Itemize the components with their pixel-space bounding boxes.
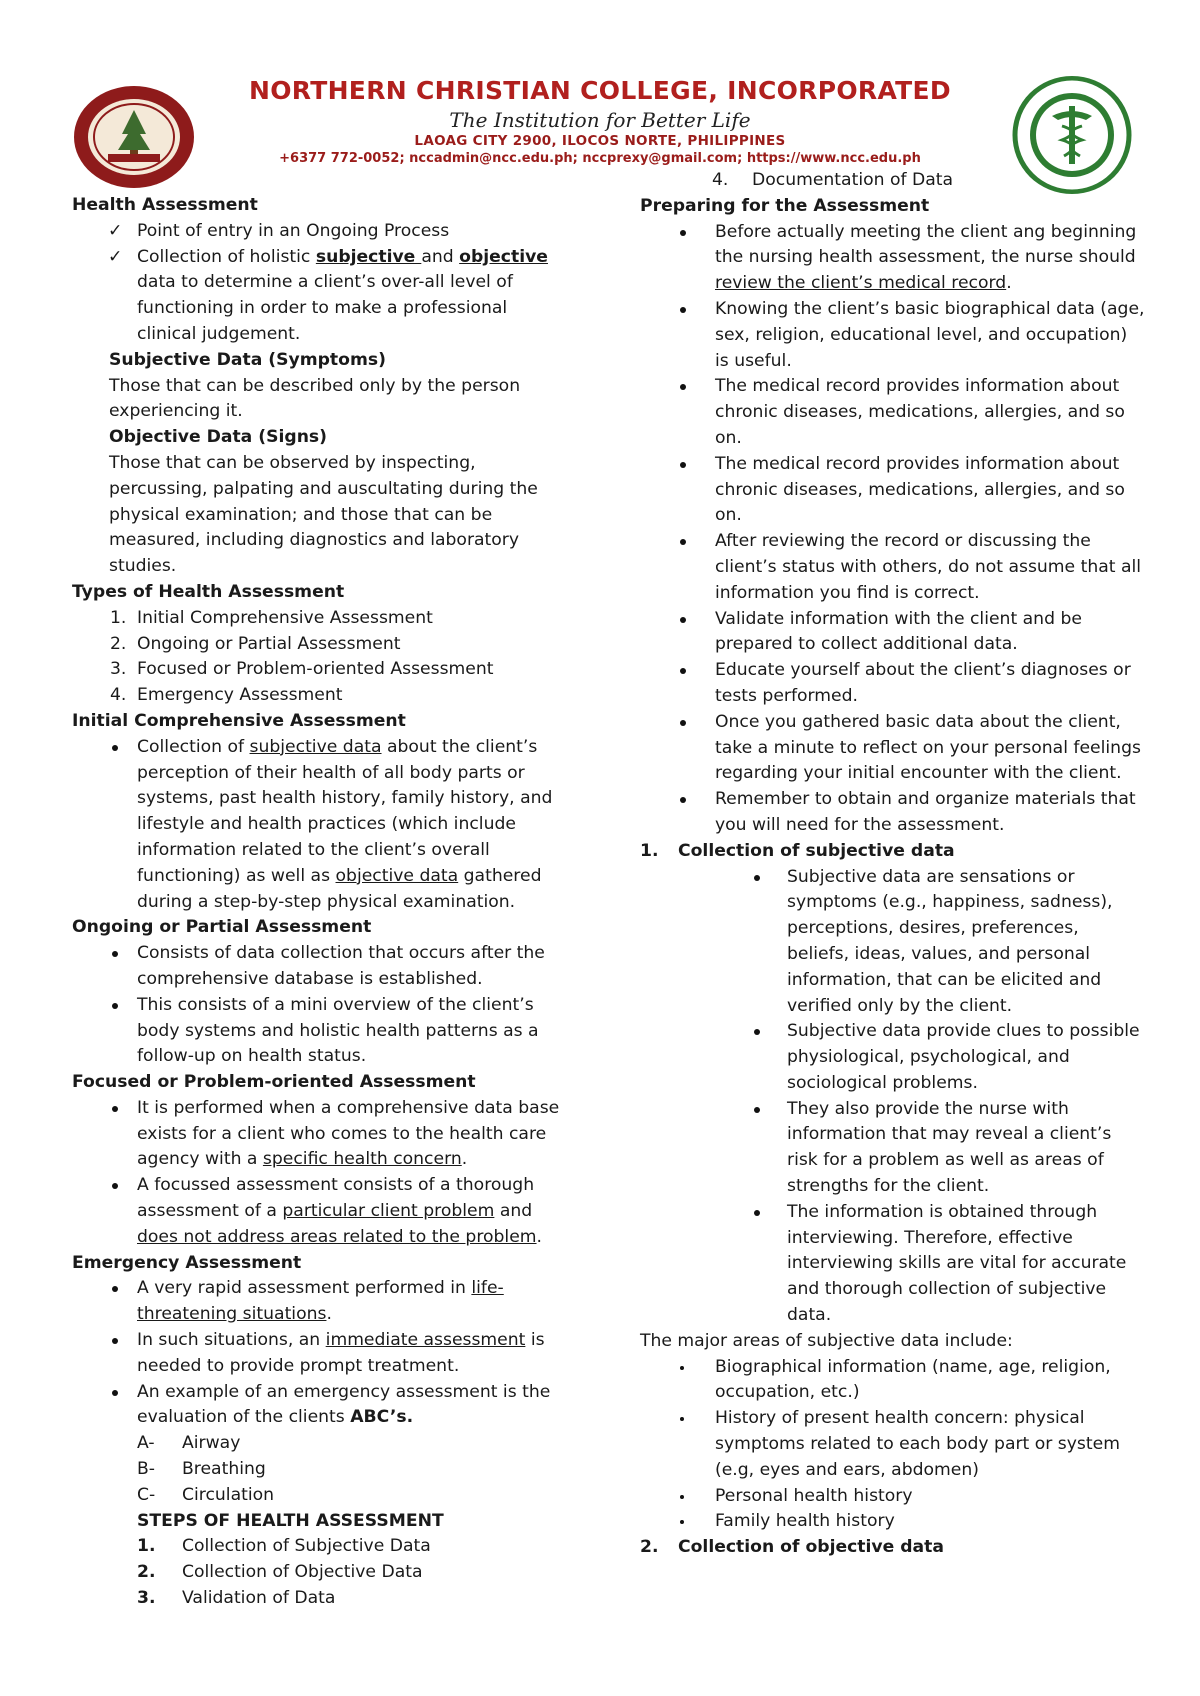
college-motto: The Institution for Better Life [449,108,751,132]
heading-health-assessment: Health Assessment [72,195,258,215]
left-column [72,193,572,1612]
bullet-item: Consists of data collection that occurs after the comprehensive database is established. [72,941,572,993]
bullet-icon [112,1106,118,1112]
bullet-icon [680,1495,684,1499]
bullet-icon [680,1417,684,1421]
bullet-item: Family health history [640,1509,1145,1535]
subjective-definition: Those that can be described only by the person experiencing it. [109,375,521,422]
bullet-item: An example of an emergency assessment is the evaluation of the clients ABC’s. [72,1380,572,1432]
bullet-item: The information is obtained through interviewing. Therefore, effective interviewing skills are vital for accurate and thorough collection of subjective data. [640,1200,1145,1329]
heading-types: Types of Health Assessment [72,581,345,602]
bullet-item: Collection of subjective data about the client’s perception of their health of all body parts or systems, past health history, family history, and lifestyle and health practices (which include information related to the client’s overall functioning) as well as objective data gathered during a step-by-step physical examination. [72,735,572,916]
bullet-item: They also provide the nurse with information that may reveal a client’s risk for a problem as well as areas of strengths for the client. [640,1097,1145,1200]
college-address: LAOAG CITY 2900, ILOCOS NORTE, PHILIPPINES [414,133,786,149]
bullet-icon [112,1003,118,1009]
bullet-item: Before actually meeting the client ang beginning the nursing health assessment, the nurse should review the client’s medical record. [640,220,1145,297]
bullet-item: Once you gathered basic data about the client, take a minute to reflect on your personal feelings regarding your initial encounter with the client. [640,710,1145,787]
bullet-icon [680,797,686,803]
list-item: 2. Ongoing or Partial Assessment [110,633,401,654]
bullet-icon [112,951,118,957]
heading-collection-objective: 2. Collection of objective data [640,1537,944,1558]
letterhead [0,0,1200,180]
bullet-icon [112,1390,118,1396]
bullet-icon [680,617,686,623]
bullet-icon [112,1286,118,1292]
heading-subjective-data: Subjective Data (Symptoms) [109,349,386,370]
bullet-item: Subjective data provide clues to possible physiological, psychological, and sociological problems. [640,1019,1145,1096]
bullet-item: A very rapid assessment performed in life-threatening situations. [72,1276,572,1328]
abc-item: A- Airway [137,1433,241,1454]
college-seal-left [72,84,196,190]
abc-item: C- Circulation [137,1484,275,1505]
bullet-item: After reviewing the record or discussing the client’s status with others, do not assume that all information you find is correct. [640,529,1145,606]
checkmark-icon: ✓ [108,220,123,241]
bullet-item: Personal health history [640,1484,1145,1510]
heading-focused: Focused or Problem-oriented Assessment [72,1072,476,1093]
check-item: ✓ Collection of holistic subjective and objective data to determine a client’s over-all level of functioning in order to make a professional clinical judgement. [108,246,548,344]
college-contact: +6377 772-0052; nccadmin@ncc.edu.ph; nccprexy@gmail.com; https://www.ncc.edu.ph [279,151,921,166]
bullet-icon [112,1338,118,1344]
bullet-item: This consists of a mini overview of the client’s body systems and holistic health patterns as a follow-up on health status. [72,993,572,1070]
bullet-icon [680,1520,684,1524]
college-name: NORTHERN CHRISTIAN COLLEGE, INCORPORATED [249,76,951,105]
bullet-item: Validate information with the client and be prepared to collect additional data. [640,607,1145,659]
bullet-icon [754,1029,760,1035]
bullet-item: History of present health concern: physical symptoms related to each body part or system (e.g, eyes and ears, abdomen) [640,1406,1145,1483]
major-areas-intro: The major areas of subjective data include: [640,1330,1013,1351]
bullet-item: Knowing the client’s basic biographical data (age, sex, religion, educational level, and occupation) is useful. [640,297,1145,374]
step-item: 1. Collection of Subjective Data [137,1536,431,1557]
bullet-item: Subjective data are sensations or symptoms (e.g., happiness, sadness), perceptions, desires, preferences, beliefs, ideas, values, and personal information, that can be elicited and verified only by the client. [640,865,1145,1020]
list-item: 3. Focused or Problem-oriented Assessment [110,659,494,680]
list-item: 1. Initial Comprehensive Assessment [110,607,433,628]
bullet-item: It is performed when a comprehensive data base exists for a client who comes to the health care agency with a specific health concern. [72,1096,572,1173]
bullet-icon [680,1366,684,1370]
bullet-icon [680,384,686,390]
bullet-item: Remember to obtain and organize materials that you will need for the assessment. [640,787,1145,839]
step-item: 3. Validation of Data [137,1588,336,1609]
bullet-icon [680,668,686,674]
abc-item: B- Breathing [137,1459,266,1480]
bullet-icon [754,1107,760,1113]
bullet-item: A focussed assessment consists of a thorough assessment of a particular client problem and does not address areas related to the problem. [72,1173,572,1250]
bullet-icon [754,1210,760,1216]
heading-preparing: Preparing for the Assessment [640,195,930,216]
objective-definition: Those that can be observed by inspecting, percussing, palpating and auscultating during the physical examination; and those that can be measured, including diagnostics and laboratory studies. [109,452,538,577]
bullet-icon [112,745,118,751]
bullet-icon [680,539,686,545]
bullet-icon [680,230,686,236]
bullet-item: In such situations, an immediate assessment is needed to provide prompt treatment. [72,1328,572,1380]
heading-collection-subjective: 1. Collection of subjective data [640,840,955,861]
list-item: 4. Emergency Assessment [110,685,343,706]
bullet-icon [680,307,686,313]
right-column [640,168,1145,1561]
bullet-icon [680,720,686,726]
checkmark-icon: ✓ [108,246,123,267]
step-item: 2. Collection of Objective Data [137,1562,423,1583]
bullet-item: Biographical information (name, age, religion, occupation, etc.) [640,1355,1145,1407]
bullet-icon [680,462,686,468]
heading-ongoing: Ongoing or Partial Assessment [72,917,372,938]
bullet-item: Educate yourself about the client’s diagnoses or tests performed. [640,658,1145,710]
bullet-icon [112,1183,118,1189]
heading-objective-data: Objective Data (Signs) [109,427,328,448]
check-item: ✓ Point of entry in an Ongoing Process [72,219,572,245]
heading-emergency: Emergency Assessment [72,1252,302,1273]
heading-steps: STEPS OF HEALTH ASSESSMENT [137,1510,444,1531]
bullet-item: The medical record provides information about chronic diseases, medications, allergies, and so on. [640,374,1145,451]
heading-initial: Initial Comprehensive Assessment [72,710,406,731]
bullet-icon [754,875,760,881]
bullet-item: The medical record provides information about chronic diseases, medications, allergies, and so on. [640,452,1145,529]
step-item: 4. Documentation of Data [712,170,954,190]
